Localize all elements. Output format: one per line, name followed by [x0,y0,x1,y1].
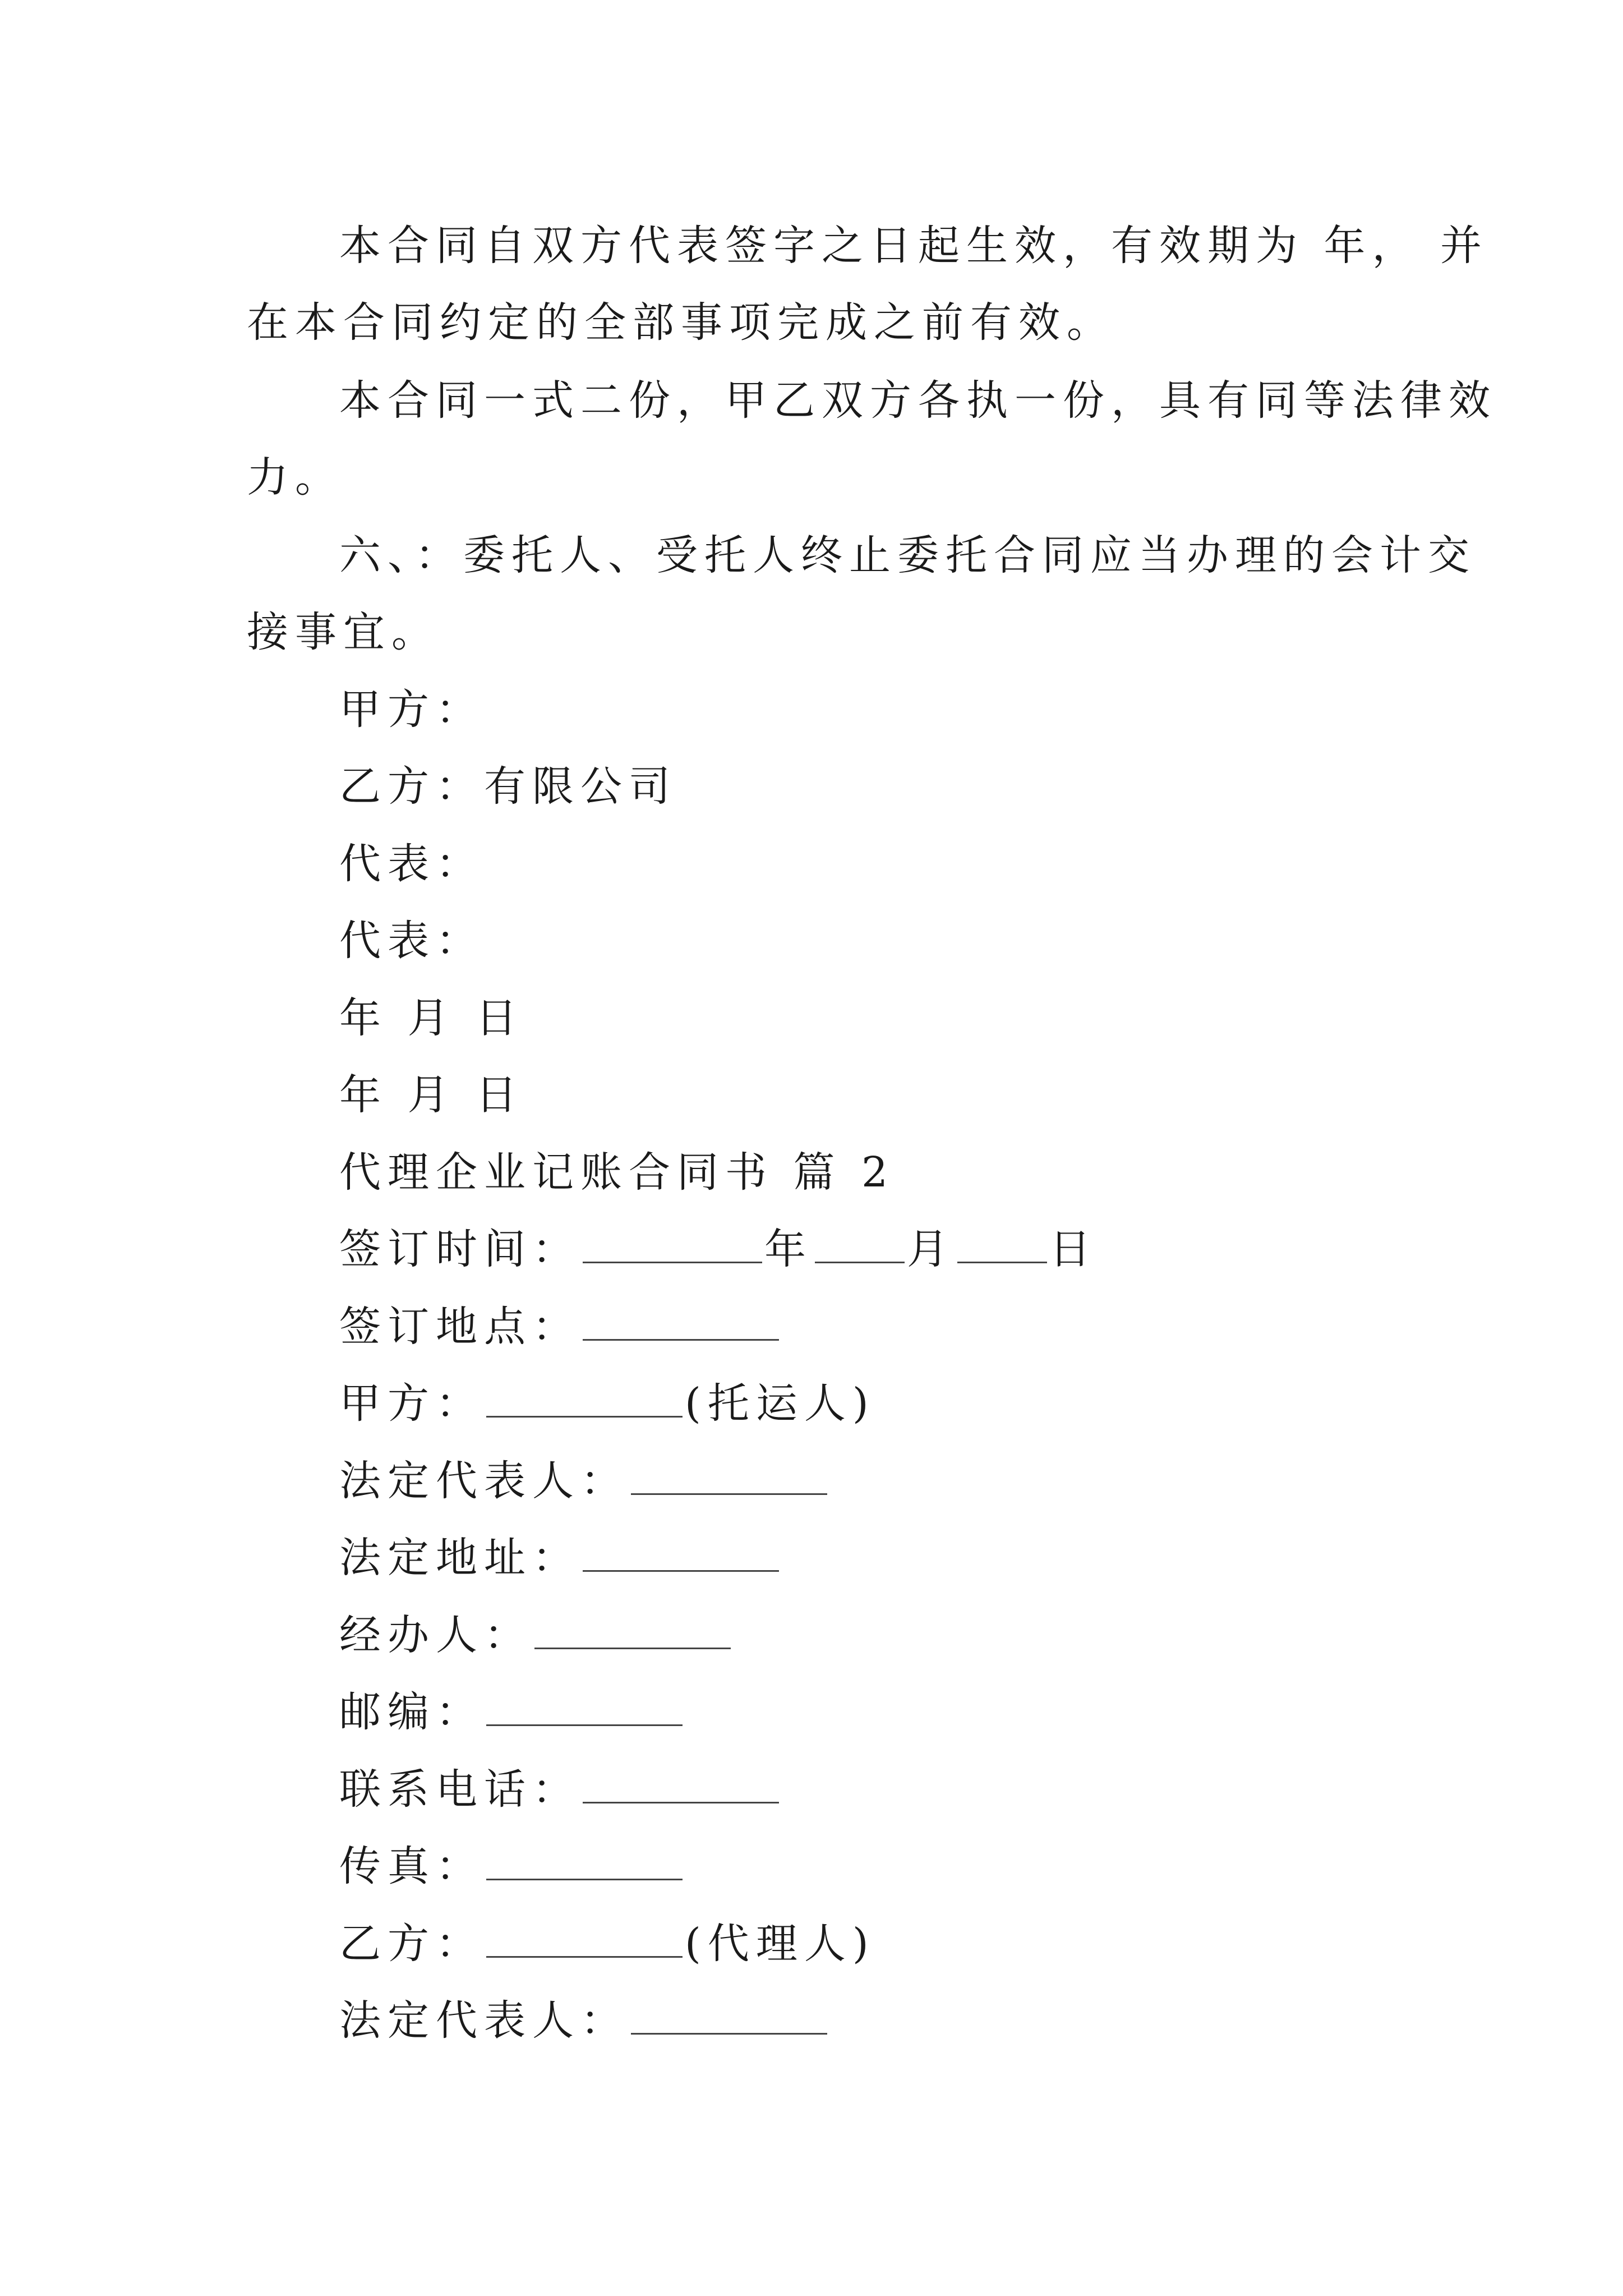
signature-date-b: 年 月 日 [339,1071,524,1119]
contract-2-title: 代理企业记账合同书 篇 2 [339,1148,895,1197]
handler-label: 经办人： [339,1611,532,1659]
year-label: 年 [764,1225,813,1273]
sign-time-row [339,1221,1385,1277]
signature-party-b: 乙方：有限公司 [339,762,677,811]
legal-address-label: 法定地址： [339,1534,580,1582]
legal-rep-a-row [339,1453,1385,1509]
sign-time-label: 签订时间： [339,1225,580,1273]
month-label: 月 [907,1225,955,1273]
year-blank[interactable] [583,1228,762,1263]
legal-address-row [339,1530,1385,1586]
fax-row [339,1838,1385,1894]
party-a-row [339,1375,1385,1432]
party-a-role: (托运人) [685,1379,875,1428]
party-b-row [339,1916,1385,1972]
handler-blank[interactable] [534,1614,731,1649]
postcode-blank[interactable] [486,1691,683,1726]
paragraph-validity-line-1: 本合同自双方代表签字之日起生效，有效期为 年， 并 [339,222,1489,270]
signature-party-a: 甲方： [339,685,484,734]
fax-blank[interactable] [486,1845,683,1880]
sign-place-label: 签订地点： [339,1303,580,1351]
month-blank[interactable] [815,1228,905,1263]
sign-place-blank[interactable] [583,1305,779,1341]
legal-rep-b-label: 法定代表人： [339,1996,629,2045]
paragraph-copies-line-2: 力。 [247,453,343,501]
legal-rep-b-row [339,1993,1385,2049]
day-blank[interactable] [957,1228,1047,1263]
paragraph-termination-line-1: 六、：委托人、受托人终止委托合同应当办理的会计交 [339,531,1476,579]
signature-date-a: 年 月 日 [339,994,524,1042]
phone-row [339,1761,1385,1818]
paragraph-validity-line-2: 在本合同约定的全部事项完成之前有效。 [247,298,1115,347]
legal-rep-b-blank[interactable] [631,1999,827,2035]
party-a-blank[interactable] [486,1382,683,1418]
signature-rep-a: 代表： [339,840,484,888]
sign-place-row [339,1299,1385,1355]
postcode-label: 邮编： [339,1688,484,1736]
party-a-label: 甲方： [339,1379,484,1428]
party-b-label: 乙方： [339,1920,484,1968]
day-label: 日 [1049,1225,1098,1273]
phone-label: 联系电话： [339,1765,580,1814]
legal-address-blank[interactable] [583,1536,779,1572]
party-b-role: (代理人) [685,1920,875,1968]
legal-rep-a-label: 法定代表人： [339,1457,629,1505]
paragraph-copies-line-1: 本合同一式二份，甲乙双方各执一份，具有同等法律效 [339,376,1497,425]
postcode-row [339,1684,1385,1740]
paragraph-termination-line-2: 接事宜。 [247,608,440,656]
legal-rep-a-blank[interactable] [631,1460,827,1495]
signature-rep-b: 代表： [339,917,484,965]
handler-row [339,1607,1385,1663]
phone-blank[interactable] [583,1768,779,1803]
party-b-blank[interactable] [486,1922,683,1958]
fax-label: 传真： [339,1842,484,1890]
